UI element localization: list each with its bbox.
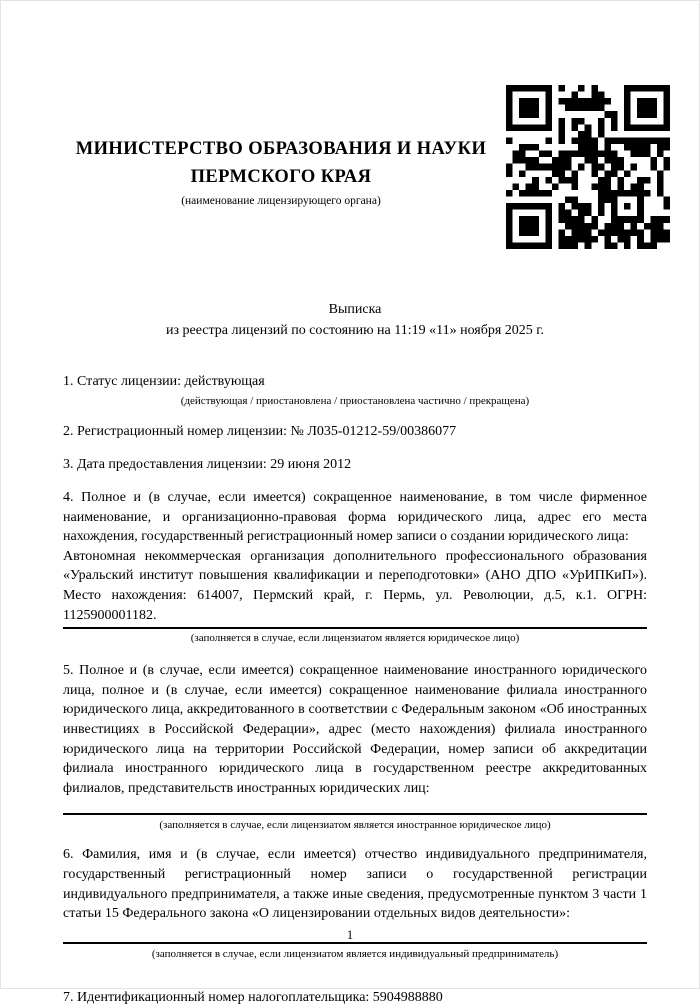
qr-code-icon xyxy=(506,85,670,249)
ministry-name xyxy=(69,135,493,191)
item-foreign-entity xyxy=(63,661,647,832)
divider-line xyxy=(63,627,647,629)
divider-line xyxy=(63,813,647,815)
item-license-status xyxy=(63,372,647,408)
document-title-line2: из реестра лицензий по состоянию на 11:19 «11» ноября 2025 г. xyxy=(166,322,544,338)
item-license-date xyxy=(63,455,647,475)
document-title-line1: Выписка xyxy=(328,302,382,317)
item-registration-number xyxy=(63,422,647,442)
page-number: 1 xyxy=(346,928,354,942)
foreign-entity-caption: (заполняется в случае, если лицензиатом является иностранное юридическое лицо) xyxy=(159,819,551,832)
individual-entrepreneur-caption: (заполняется в случае, если лицензиатом является индивидуальный предприниматель) xyxy=(151,947,559,960)
ministry-name-line1: МИНИСТЕРСТВО ОБРАЗОВАНИЯ И НАУКИ xyxy=(75,139,487,159)
license-status-caption: (действующая / приостановлена / приостановлена частично / прекращена) xyxy=(180,395,530,407)
item-legal-entity xyxy=(63,488,647,645)
foreign-entity-question: 5. Полное и (в случае, если имеется) сокращенное наименование иностранного юридического лица, полное и (в случае, если имеется) сокращенное наименование филиала иностранного юридического лица, аккредитованного в соответствии с Федеральным законом «Об иностранных инвестициях в Российской Федерации», адрес (место нахождения) филиала иностранного юридического лица на территории Российской Федерации, номер записи об аккредитации филиала иностранного юридического лица в государственном реестре аккредитованных филиалов, представительств иностранных юридических лиц: xyxy=(63,663,647,796)
individual-entrepreneur-question: 6. Фамилия, имя и (в случае, если имеется) отчество индивидуального предпринимателя, государственный регистрационный номер записи о государственной регистрации индивидуального предпринимателя, а также иные сведения, предусмотренные пунктом 3 части 1 статьи 15 Федерального закона «О лицензировании отдельных видов деятельности»: xyxy=(63,847,647,922)
taxpayer-number-text: 7. Идентификационный номер налогоплательщика: 5904988880 xyxy=(63,989,443,1005)
legal-entity-caption: (заполняется в случае, если лицензиатом является юридическое лицо) xyxy=(190,632,520,645)
document-title xyxy=(63,300,647,341)
legal-entity-value: Автономная некоммерческая организация дополнительного профессионального образования «Уральский институт повышения квалификации и переподготовки» (АНО ДПО «УрИПКиП»). Место нахождения: 614007, Пермский край, г. Пермь, ул. Революции, д.5, к.1. ОГРН: 1125900001182. xyxy=(63,548,647,623)
item-taxpayer-number xyxy=(63,988,647,1008)
licensing-authority-caption: (наименование лицензирующего органа) xyxy=(181,195,381,207)
legal-entity-question: 4. Полное и (в случае, если имеется) сокращенное наименование, в том числе фирменное наименование, и организационно-правовая форма юридического лица, адрес его места нахождения, государственный регистрационный номер записи о создании юридического лица: xyxy=(63,490,647,545)
registration-number-text: 2. Регистрационный номер лицензии: № Л035-01212-59/00386077 xyxy=(63,424,457,439)
item-individual-entrepreneur xyxy=(63,845,647,960)
ministry-header xyxy=(69,135,493,208)
ministry-name-line2: ПЕРМСКОГО КРАЯ xyxy=(190,167,372,187)
license-status-text: 1. Статус лицензии: действующая xyxy=(63,374,265,389)
license-date-text: 3. Дата предоставления лицензии: 29 июня 2012 xyxy=(63,457,352,472)
